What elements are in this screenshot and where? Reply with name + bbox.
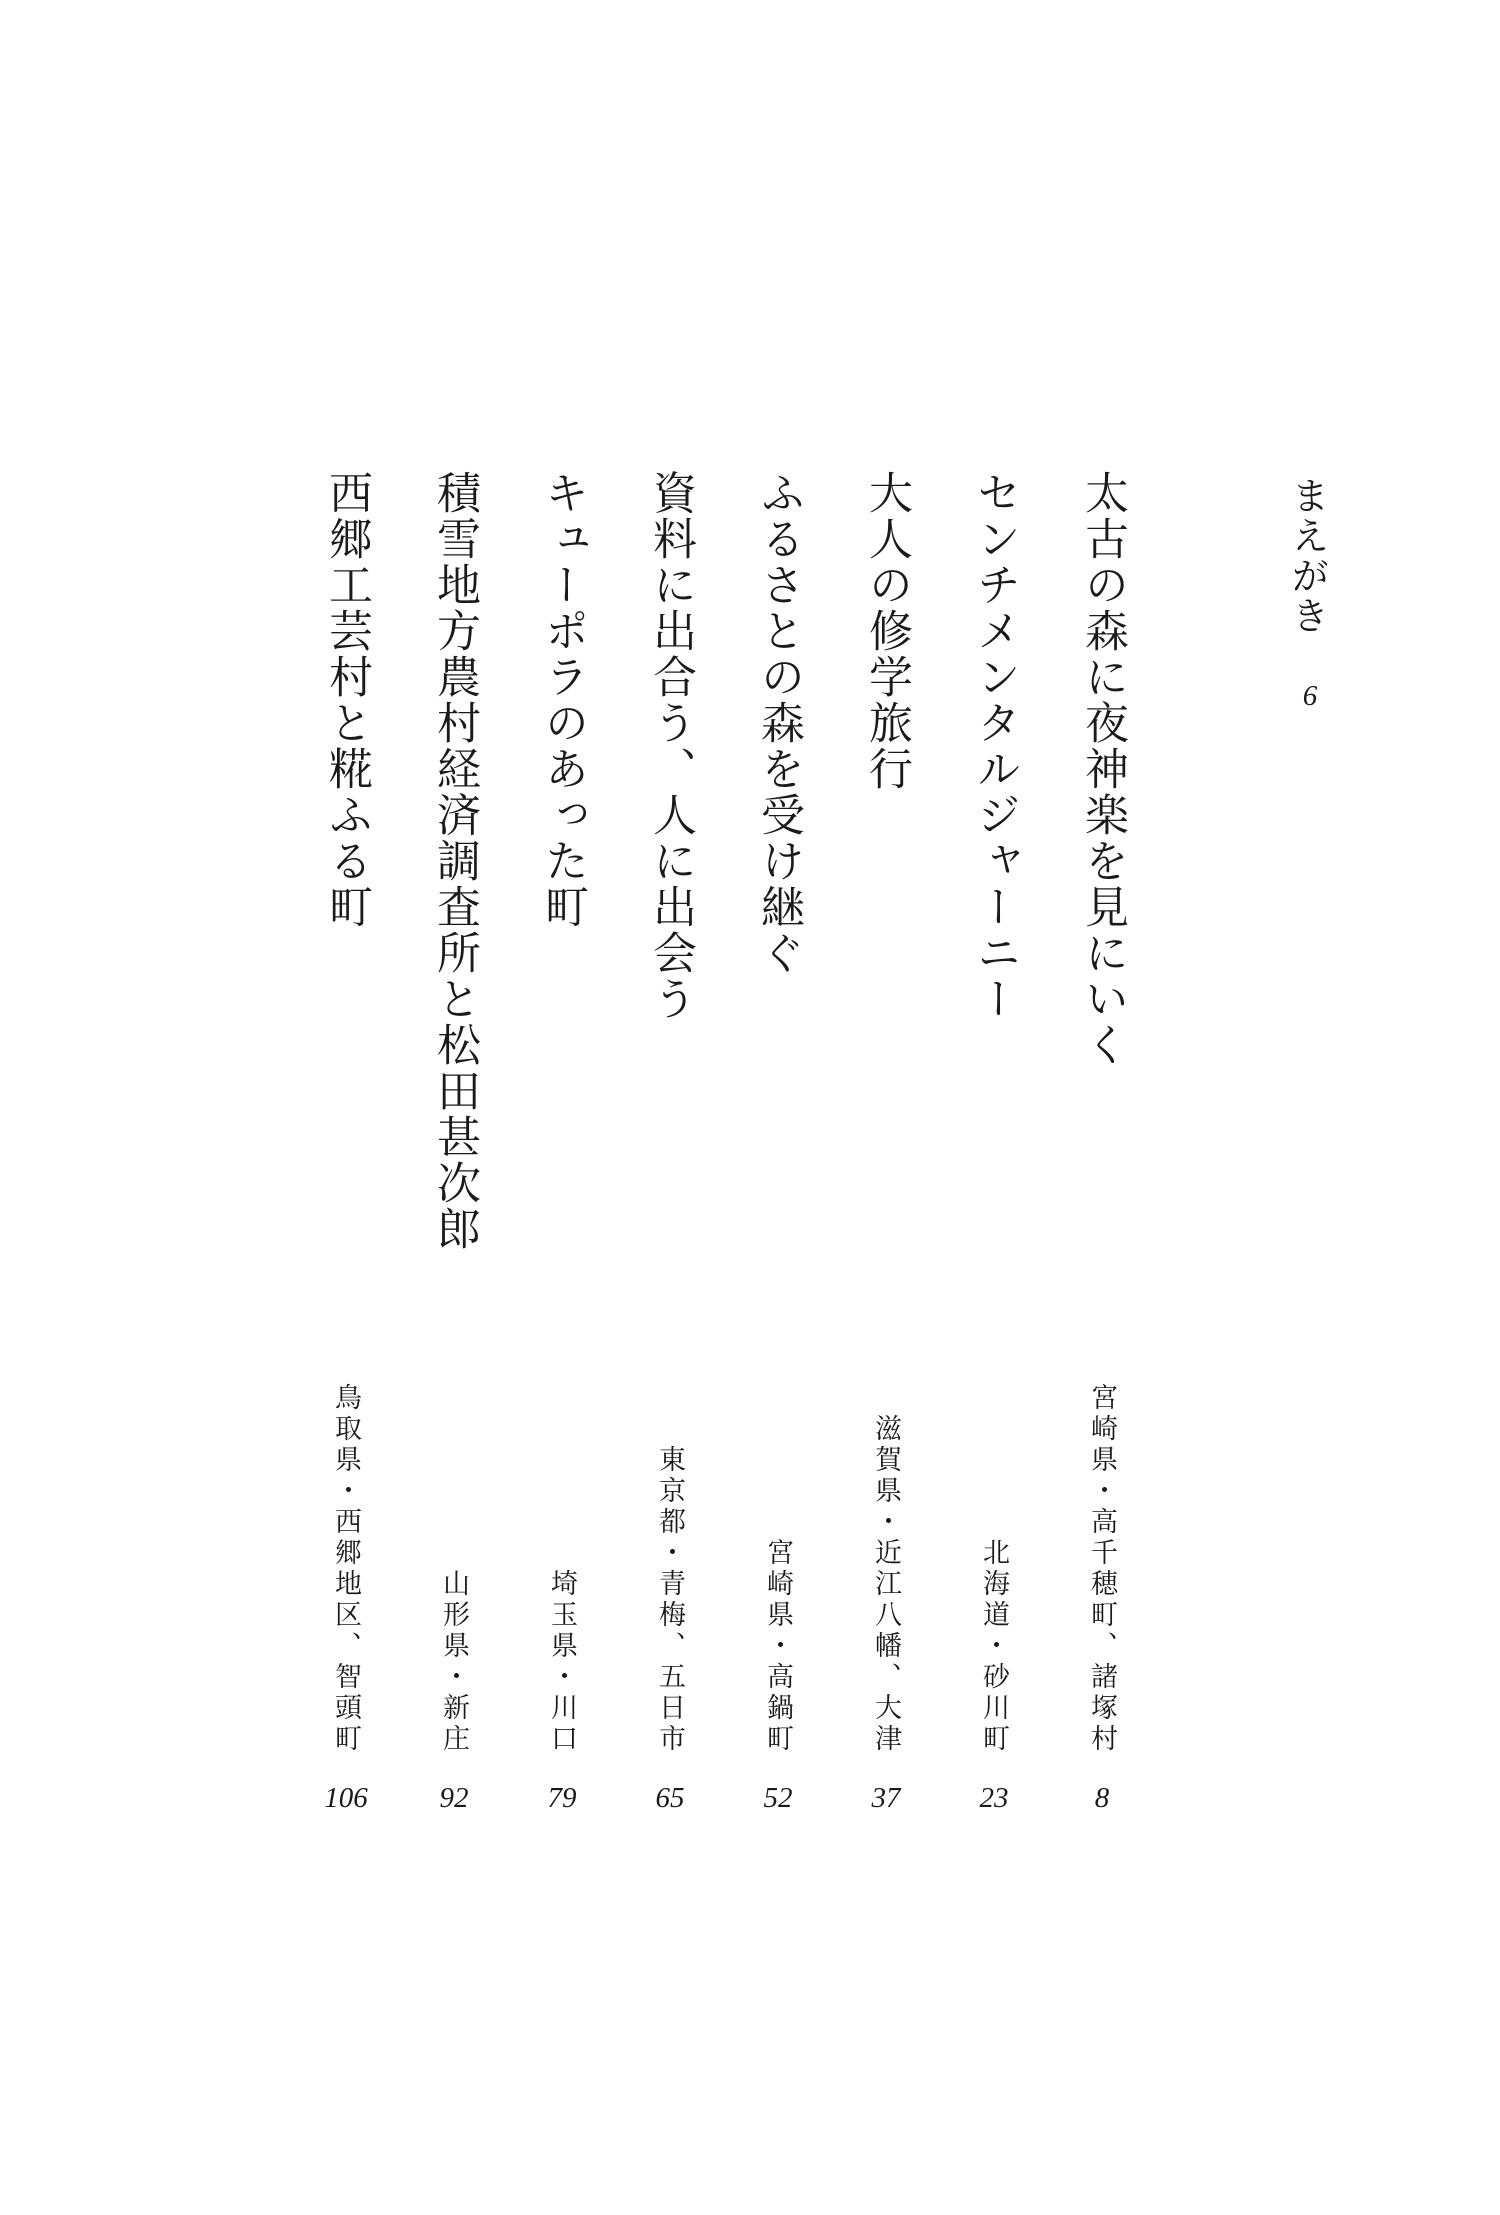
chapter-page-number: 92: [439, 1782, 469, 1814]
chapter-page-number: 23: [979, 1782, 1009, 1814]
chapter-title: 大人の修学旅行: [861, 470, 912, 792]
chapter-location: 滋賀県・近江八幡、大津: [870, 1414, 901, 1755]
chapter-page-number: 79: [547, 1782, 577, 1814]
chapter-title: キューポラのあった町: [537, 470, 588, 930]
chapter-location: 山形県・新庄: [438, 1569, 469, 1755]
chapter-location: 鳥取県・西郷地区、智頭町: [330, 1383, 361, 1755]
chapter-title: センチメンタルジャーニー: [969, 470, 1020, 1022]
chapter-title: ふるさとの森を受け継ぐ: [753, 470, 804, 976]
chapter-location: 東京都・青梅、五日市: [654, 1445, 685, 1755]
chapter-title: 西郷工芸村と糀ふる町: [321, 470, 372, 930]
chapter-page-number: 106: [324, 1782, 368, 1814]
preface-title: まえがき: [1285, 476, 1329, 636]
chapter-location: 宮崎県・高千穂町、諸塚村: [1086, 1383, 1117, 1755]
chapter-location: 宮崎県・高鍋町: [762, 1538, 793, 1755]
chapter-page-number: 65: [655, 1782, 685, 1814]
chapter-page-number: 52: [763, 1782, 793, 1814]
chapter-page-number: 37: [871, 1782, 901, 1814]
chapter-title: 太古の森に夜神楽を見にいく: [1077, 470, 1128, 1068]
chapter-location: 埼玉県・川口: [546, 1569, 577, 1755]
chapter-location: 北海道・砂川町: [978, 1538, 1009, 1755]
chapter-title: 積雪地方農村経済調査所と松田甚次郎: [429, 470, 480, 1252]
chapter-title: 資料に出合う、人に出会う: [645, 470, 696, 1022]
preface-page-number: 6: [1302, 680, 1318, 712]
chapter-page-number: 8: [1094, 1782, 1110, 1814]
